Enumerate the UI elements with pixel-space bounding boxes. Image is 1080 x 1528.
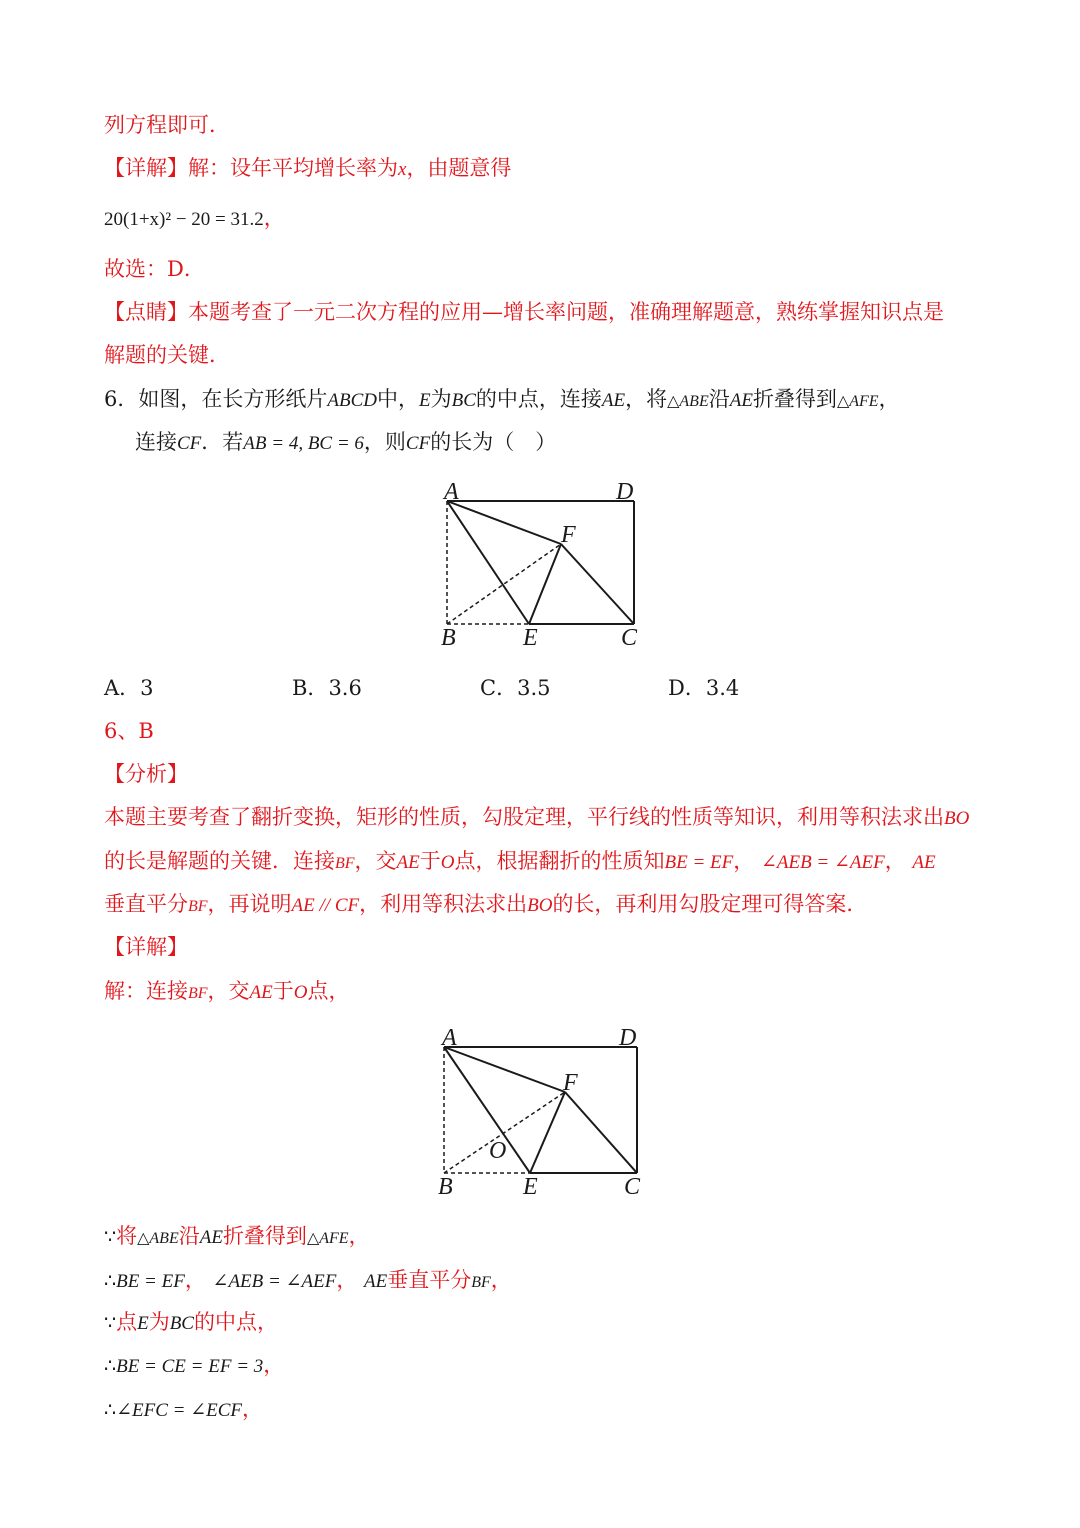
label-c: C [624, 1174, 641, 1200]
edge-ae [447, 501, 529, 624]
solution6-figure [430, 1022, 660, 1202]
question-number: 6． [104, 387, 139, 411]
label-b: B [438, 1174, 453, 1200]
solution6-analysis-line3: 垂直平分BF，再说明AE // CF，利用等积法求出BO的长，再利用勾股定理可得答案． [104, 892, 868, 916]
detail-tag: 【详解】 [104, 156, 188, 180]
label-o: O [489, 1138, 507, 1164]
question6-figure [430, 475, 660, 655]
solution6-analysis-line1: 本题主要考查了翻折变换，矩形的性质，勾股定理，平行线的性质等知识，利用等积法求出BO [104, 805, 970, 829]
option-b[interactable]: B．3.6 [292, 676, 362, 700]
proof-step1: ∵将△ABE沿AE折叠得到△AFE， [104, 1224, 370, 1248]
question6-line2: 连接CF．若AB = 4, BC = 6，则CF的长为（ ） [135, 430, 557, 454]
solution5-comment-line1: 【点睛】本题考查了一元二次方程的应用—增长率问题，准确理解题意，熟练掌握知识点是 [104, 300, 944, 324]
edge-bf-dashed [447, 544, 561, 624]
edge-fc [565, 1092, 637, 1173]
solution5-answer: 故选：D． [104, 257, 205, 281]
label-f: F [563, 1070, 578, 1096]
solution6-detail-line1: 解：连接BF，交AE于O点， [104, 979, 350, 1003]
solution6-detail-tag: 【详解】 [104, 935, 188, 959]
proof-step2: ∴BE = EF， ∠AEB = ∠AEF， AE垂直平分BF， [104, 1268, 512, 1292]
label-c: C [621, 625, 638, 651]
solution6-answer: 6、B [104, 719, 154, 743]
label-a: A [444, 479, 459, 505]
solution5-comment-line2: 解题的关键． [104, 343, 230, 367]
solution6-analysis-tag: 【分析】 [104, 762, 188, 786]
proof-step3: ∵点E为BC的中点， [104, 1310, 278, 1334]
solution5-equation: 20(1+x)² − 20 = 31.2， [104, 206, 285, 230]
question6-line1: 6．如图，在长方形纸片ABCD中，E为BC的中点，连接AE，将△ABE沿AE折叠得到△AFE， [104, 387, 900, 411]
label-d: D [616, 479, 634, 505]
edge-fc [561, 544, 634, 624]
option-d[interactable]: D．3.4 [668, 676, 740, 700]
option-c[interactable]: C．3.5 [480, 676, 551, 700]
proof-step4: ∴BE = CE = EF = 3， [104, 1353, 285, 1377]
edge-fe [530, 1092, 565, 1173]
edge-af [447, 501, 561, 544]
label-e: E [523, 1174, 538, 1200]
label-f: F [561, 522, 576, 548]
option-a[interactable]: A．3 [104, 676, 154, 700]
proof-step5: ∴∠EFC = ∠ECF， [104, 1397, 264, 1421]
comment-tag: 【点睛】 [104, 300, 188, 324]
label-d: D [619, 1025, 637, 1051]
label-e: E [523, 625, 538, 651]
edge-af [444, 1047, 565, 1092]
edge-ae [444, 1047, 530, 1173]
solution6-analysis-line2: 的长是解题的关键．连接BF，交AE于O点，根据翻折的性质知BE = EF， ∠AEB = ∠AEF， AE [104, 849, 936, 873]
label-b: B [441, 625, 456, 651]
solution5-detail: 【详解】解：设年平均增长率为x，由题意得 [104, 156, 512, 180]
label-a: A [442, 1025, 457, 1051]
solution5-line-end: 列方程即可． [104, 113, 230, 137]
